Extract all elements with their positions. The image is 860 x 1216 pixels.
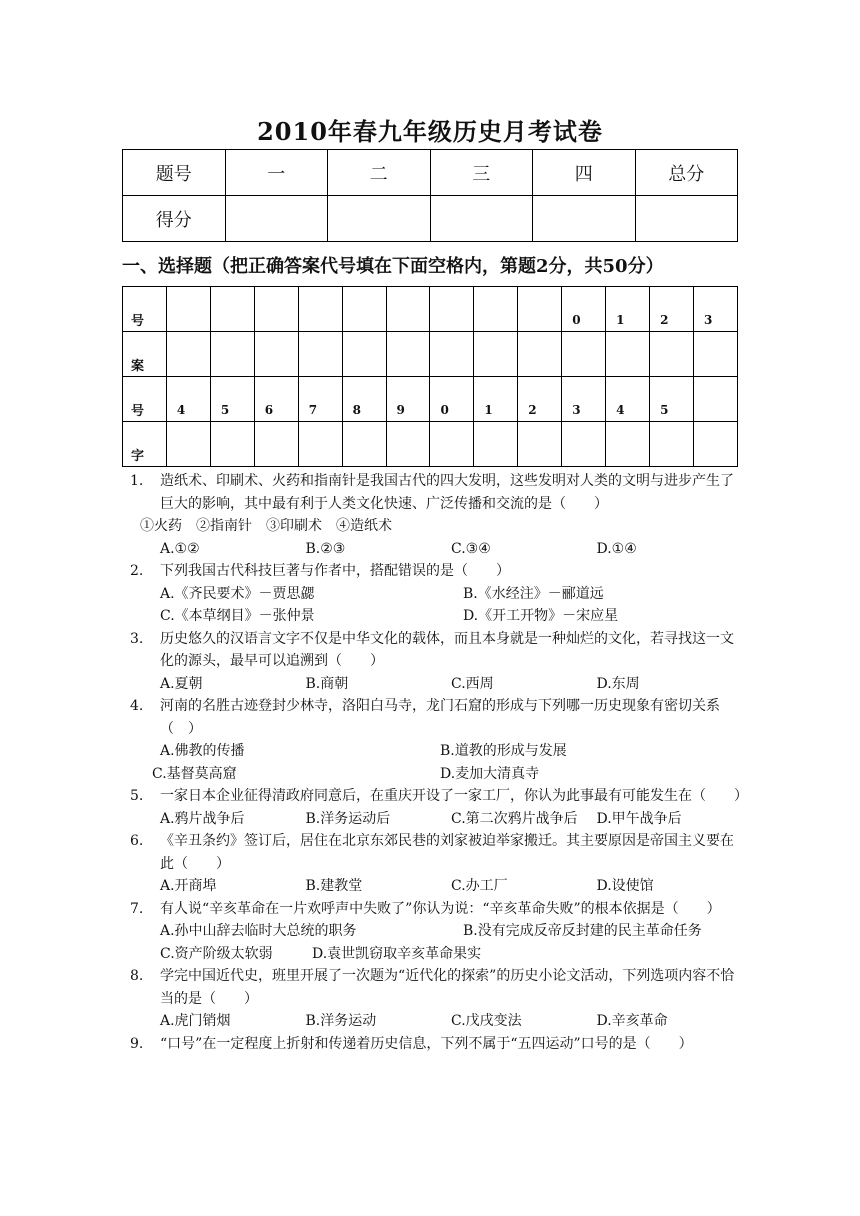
option[interactable]: A.虎门销烟 <box>160 1013 231 1029</box>
score-table-score-row <box>123 196 738 242</box>
answer-cell[interactable] <box>210 332 254 377</box>
score-header-cell: 题号 <box>123 150 226 196</box>
question-9 <box>130 1033 742 1056</box>
option[interactable]: C.资产阶级太软弱 <box>160 945 273 962</box>
score-cell[interactable] <box>430 196 533 242</box>
section1-heading: 一、选择题（把正确答案代号填在下面空格内，第题2分，共50分） <box>122 256 664 277</box>
question-sub-items: ①火药 ②指南针 ③印刷术 ④造纸术 <box>140 518 392 534</box>
score-row-label: 得分 <box>123 196 226 242</box>
score-header-cell: 总分 <box>635 150 738 196</box>
answer-table <box>122 286 738 467</box>
answer-number-cell: 4 <box>606 377 650 422</box>
score-header-cell: 二 <box>328 150 431 196</box>
option[interactable]: D.《开工开物》－宋应星 <box>462 608 619 624</box>
answer-cell[interactable] <box>518 332 562 377</box>
answer-number-cell <box>210 287 254 332</box>
answer-number-cell <box>254 287 298 332</box>
answer-number-cell <box>342 287 386 332</box>
question-options <box>130 605 742 628</box>
option[interactable]: D.袁世凯窃取辛亥革命果实 <box>312 945 482 962</box>
answer-row-label: 字 <box>123 422 167 467</box>
question-7 <box>130 898 742 921</box>
answer-cell[interactable] <box>166 332 210 377</box>
question-number: 4. <box>130 698 144 714</box>
question-stem: 历史悠久的汉语言文字不仅是中华文化的载体，而且本身就是一种灿烂的文化，若寻找这一文化的源头，最早可以追溯到（ ） <box>160 630 734 669</box>
score-cell[interactable] <box>328 196 431 242</box>
answer-cell[interactable] <box>650 422 694 467</box>
question-number: 1. <box>130 473 144 489</box>
answer-number-row <box>123 377 738 422</box>
option[interactable]: D.甲午战争后 <box>596 810 682 827</box>
answer-cell[interactable] <box>518 422 562 467</box>
answer-number-cell: 7 <box>298 377 342 422</box>
question-stem: 《辛丑条约》签订后，居住在北京东郊民巷的刘家被迫举家搬迁。其主要原因是帝国主义要在此（ ） <box>160 833 734 872</box>
question-number: 2. <box>130 563 144 579</box>
question-stem: 学完中国近代史，班里开展了一次题为“近代化的探索”的历史小论文活动，下列选项内容不恰当的是（ ） <box>160 968 735 1007</box>
answer-cell[interactable] <box>430 332 474 377</box>
question-number: 3. <box>130 630 144 647</box>
option[interactable]: D.辛亥革命 <box>596 1013 668 1029</box>
question-8 <box>130 965 742 1010</box>
question-options <box>130 763 742 786</box>
option[interactable]: C.第二次鸦片战争后 <box>451 810 578 827</box>
option[interactable]: C.③④ <box>451 540 491 557</box>
option[interactable]: C.戊戌变法 <box>451 1013 522 1029</box>
answer-number-cell: 4 <box>166 377 210 422</box>
answer-number-cell <box>386 287 430 332</box>
question-5 <box>130 785 748 808</box>
answer-cell[interactable] <box>562 422 606 467</box>
question-stem: “口号”在一定程度上折射和传递着历史信息，下列不属于“五四运动”口号的是（ ） <box>160 1035 693 1052</box>
answer-row-label: 号 <box>123 377 167 422</box>
answer-number-cell: 9 <box>386 377 430 422</box>
answer-cell[interactable] <box>254 332 298 377</box>
question-stem: 一家日本企业征得清政府同意后，在重庆开设了一家工厂，你认为此事最有可能发生在（ ） <box>160 788 748 804</box>
option[interactable]: A.《齐民要术》－贾思勰 <box>160 585 315 602</box>
question-6 <box>130 830 742 875</box>
question-options <box>130 808 742 831</box>
answer-cell[interactable] <box>166 422 210 467</box>
answer-fill-row <box>123 422 738 467</box>
answer-cell[interactable] <box>342 332 386 377</box>
answer-cell[interactable] <box>342 422 386 467</box>
score-cell[interactable] <box>225 196 328 242</box>
answer-cell[interactable] <box>298 422 342 467</box>
answer-cell[interactable] <box>693 332 737 377</box>
question-1 <box>130 470 742 515</box>
exam-title: 2010年春九年级历史月考试卷 <box>257 117 603 146</box>
option[interactable]: A.开商埠 <box>160 878 217 894</box>
answer-number-cell <box>474 287 518 332</box>
answer-cell[interactable] <box>254 422 298 467</box>
option[interactable]: A.鸦片战争后 <box>160 810 245 827</box>
answer-cell[interactable] <box>298 332 342 377</box>
score-table <box>122 149 738 242</box>
option[interactable]: D.设使馆 <box>596 878 654 894</box>
question-options <box>130 943 742 966</box>
option[interactable]: D.麦加大清真寺 <box>440 765 540 782</box>
answer-number-cell: 3 <box>562 377 606 422</box>
option[interactable]: B.商朝 <box>305 675 349 692</box>
option[interactable]: C.《本草纲目》－张仲景 <box>160 608 315 624</box>
answer-cell[interactable] <box>386 332 430 377</box>
score-cell[interactable] <box>635 196 738 242</box>
answer-cell[interactable] <box>562 332 606 377</box>
score-cell[interactable] <box>533 196 636 242</box>
answer-cell[interactable] <box>693 422 737 467</box>
answer-number-cell: 1 <box>474 377 518 422</box>
question-number: 9. <box>130 1035 144 1052</box>
answer-cell[interactable] <box>606 332 650 377</box>
answer-fill-row <box>123 332 738 377</box>
answer-number-cell <box>430 287 474 332</box>
score-table-header-row <box>123 150 738 196</box>
question-number: 8. <box>130 968 144 984</box>
answer-cell[interactable] <box>430 422 474 467</box>
answer-number-cell: 0 <box>430 377 474 422</box>
answer-number-cell: 2 <box>650 287 694 332</box>
question-options <box>130 583 742 606</box>
question-4 <box>130 695 742 740</box>
option[interactable]: C.办工厂 <box>451 878 508 894</box>
option[interactable]: B.没有完成反帝反封建的民主革命任务 <box>462 923 702 939</box>
answer-cell[interactable] <box>474 422 518 467</box>
question-options <box>130 740 742 763</box>
question-options <box>130 1010 742 1033</box>
option[interactable]: B.《水经注》－郦道远 <box>462 585 604 602</box>
answer-number-cell: 1 <box>606 287 650 332</box>
question-options <box>130 673 742 696</box>
question-options <box>130 538 742 561</box>
question-options <box>130 920 742 943</box>
score-header-cell: 三 <box>430 150 533 196</box>
score-header-cell: 一 <box>225 150 328 196</box>
option[interactable]: B.②③ <box>305 540 346 557</box>
question-number: 5. <box>130 788 144 804</box>
question-3 <box>130 628 742 673</box>
option[interactable]: B.道教的形成与发展 <box>440 743 567 759</box>
option[interactable]: A.孙中山辞去临时大总统的职务 <box>160 923 357 939</box>
question-number: 7. <box>130 900 144 917</box>
option[interactable]: A.夏朝 <box>160 675 203 692</box>
answer-number-cell: 5 <box>650 377 694 422</box>
answer-number-cell: 5 <box>210 377 254 422</box>
answer-number-cell: 0 <box>562 287 606 332</box>
answer-number-row <box>123 287 738 332</box>
question-2 <box>130 560 742 583</box>
option[interactable]: C.西周 <box>451 675 494 692</box>
question-stem: 下列我国古代科技巨著与作者中，搭配错误的是（ ） <box>160 563 510 579</box>
answer-cell[interactable] <box>650 332 694 377</box>
question-stem: 河南的名胜古迹登封少林寺，洛阳白马寺，龙门石窟的形成与下列哪一历史现象有密切关系（ ） <box>160 698 720 737</box>
answer-number-cell: 3 <box>693 287 737 332</box>
option[interactable]: A.①② <box>160 540 200 557</box>
answer-row-label: 号 <box>123 287 167 332</box>
question-number: 6. <box>130 833 144 849</box>
question-stem: 有人说“辛亥革命在一片欢呼声中失败了”你认为说：“辛亥革命失败”的根本依据是（ ） <box>160 900 721 917</box>
score-header-cell: 四 <box>533 150 636 196</box>
option[interactable]: B.洋务运动后 <box>305 810 391 827</box>
answer-number-cell: 8 <box>342 377 386 422</box>
answer-number-cell: 2 <box>518 377 562 422</box>
option[interactable]: B.洋务运动 <box>305 1013 377 1029</box>
question-stem: 造纸术、印刷术、火药和指南针是我国古代的四大发明，这些发明对人类的文明与进步产生了巨大的影响，其中最有利于人类文化快速、广泛传播和交流的是（ ） <box>160 473 734 512</box>
answer-number-cell <box>693 377 737 422</box>
option[interactable]: C.基督莫高窟 <box>152 765 237 782</box>
answer-cell[interactable] <box>210 422 254 467</box>
option[interactable]: D.东周 <box>596 675 640 692</box>
answer-cell[interactable] <box>606 422 650 467</box>
option[interactable]: A.佛教的传播 <box>160 743 245 759</box>
answer-number-cell <box>298 287 342 332</box>
question-options <box>130 875 742 898</box>
question-list <box>130 470 748 1055</box>
answer-cell[interactable] <box>474 332 518 377</box>
answer-cell[interactable] <box>386 422 430 467</box>
option[interactable]: D.①④ <box>596 540 637 557</box>
answer-number-cell <box>166 287 210 332</box>
answer-row-label: 案 <box>123 332 167 377</box>
answer-number-cell: 6 <box>254 377 298 422</box>
answer-number-cell <box>518 287 562 332</box>
option[interactable]: B.建教堂 <box>305 878 363 894</box>
